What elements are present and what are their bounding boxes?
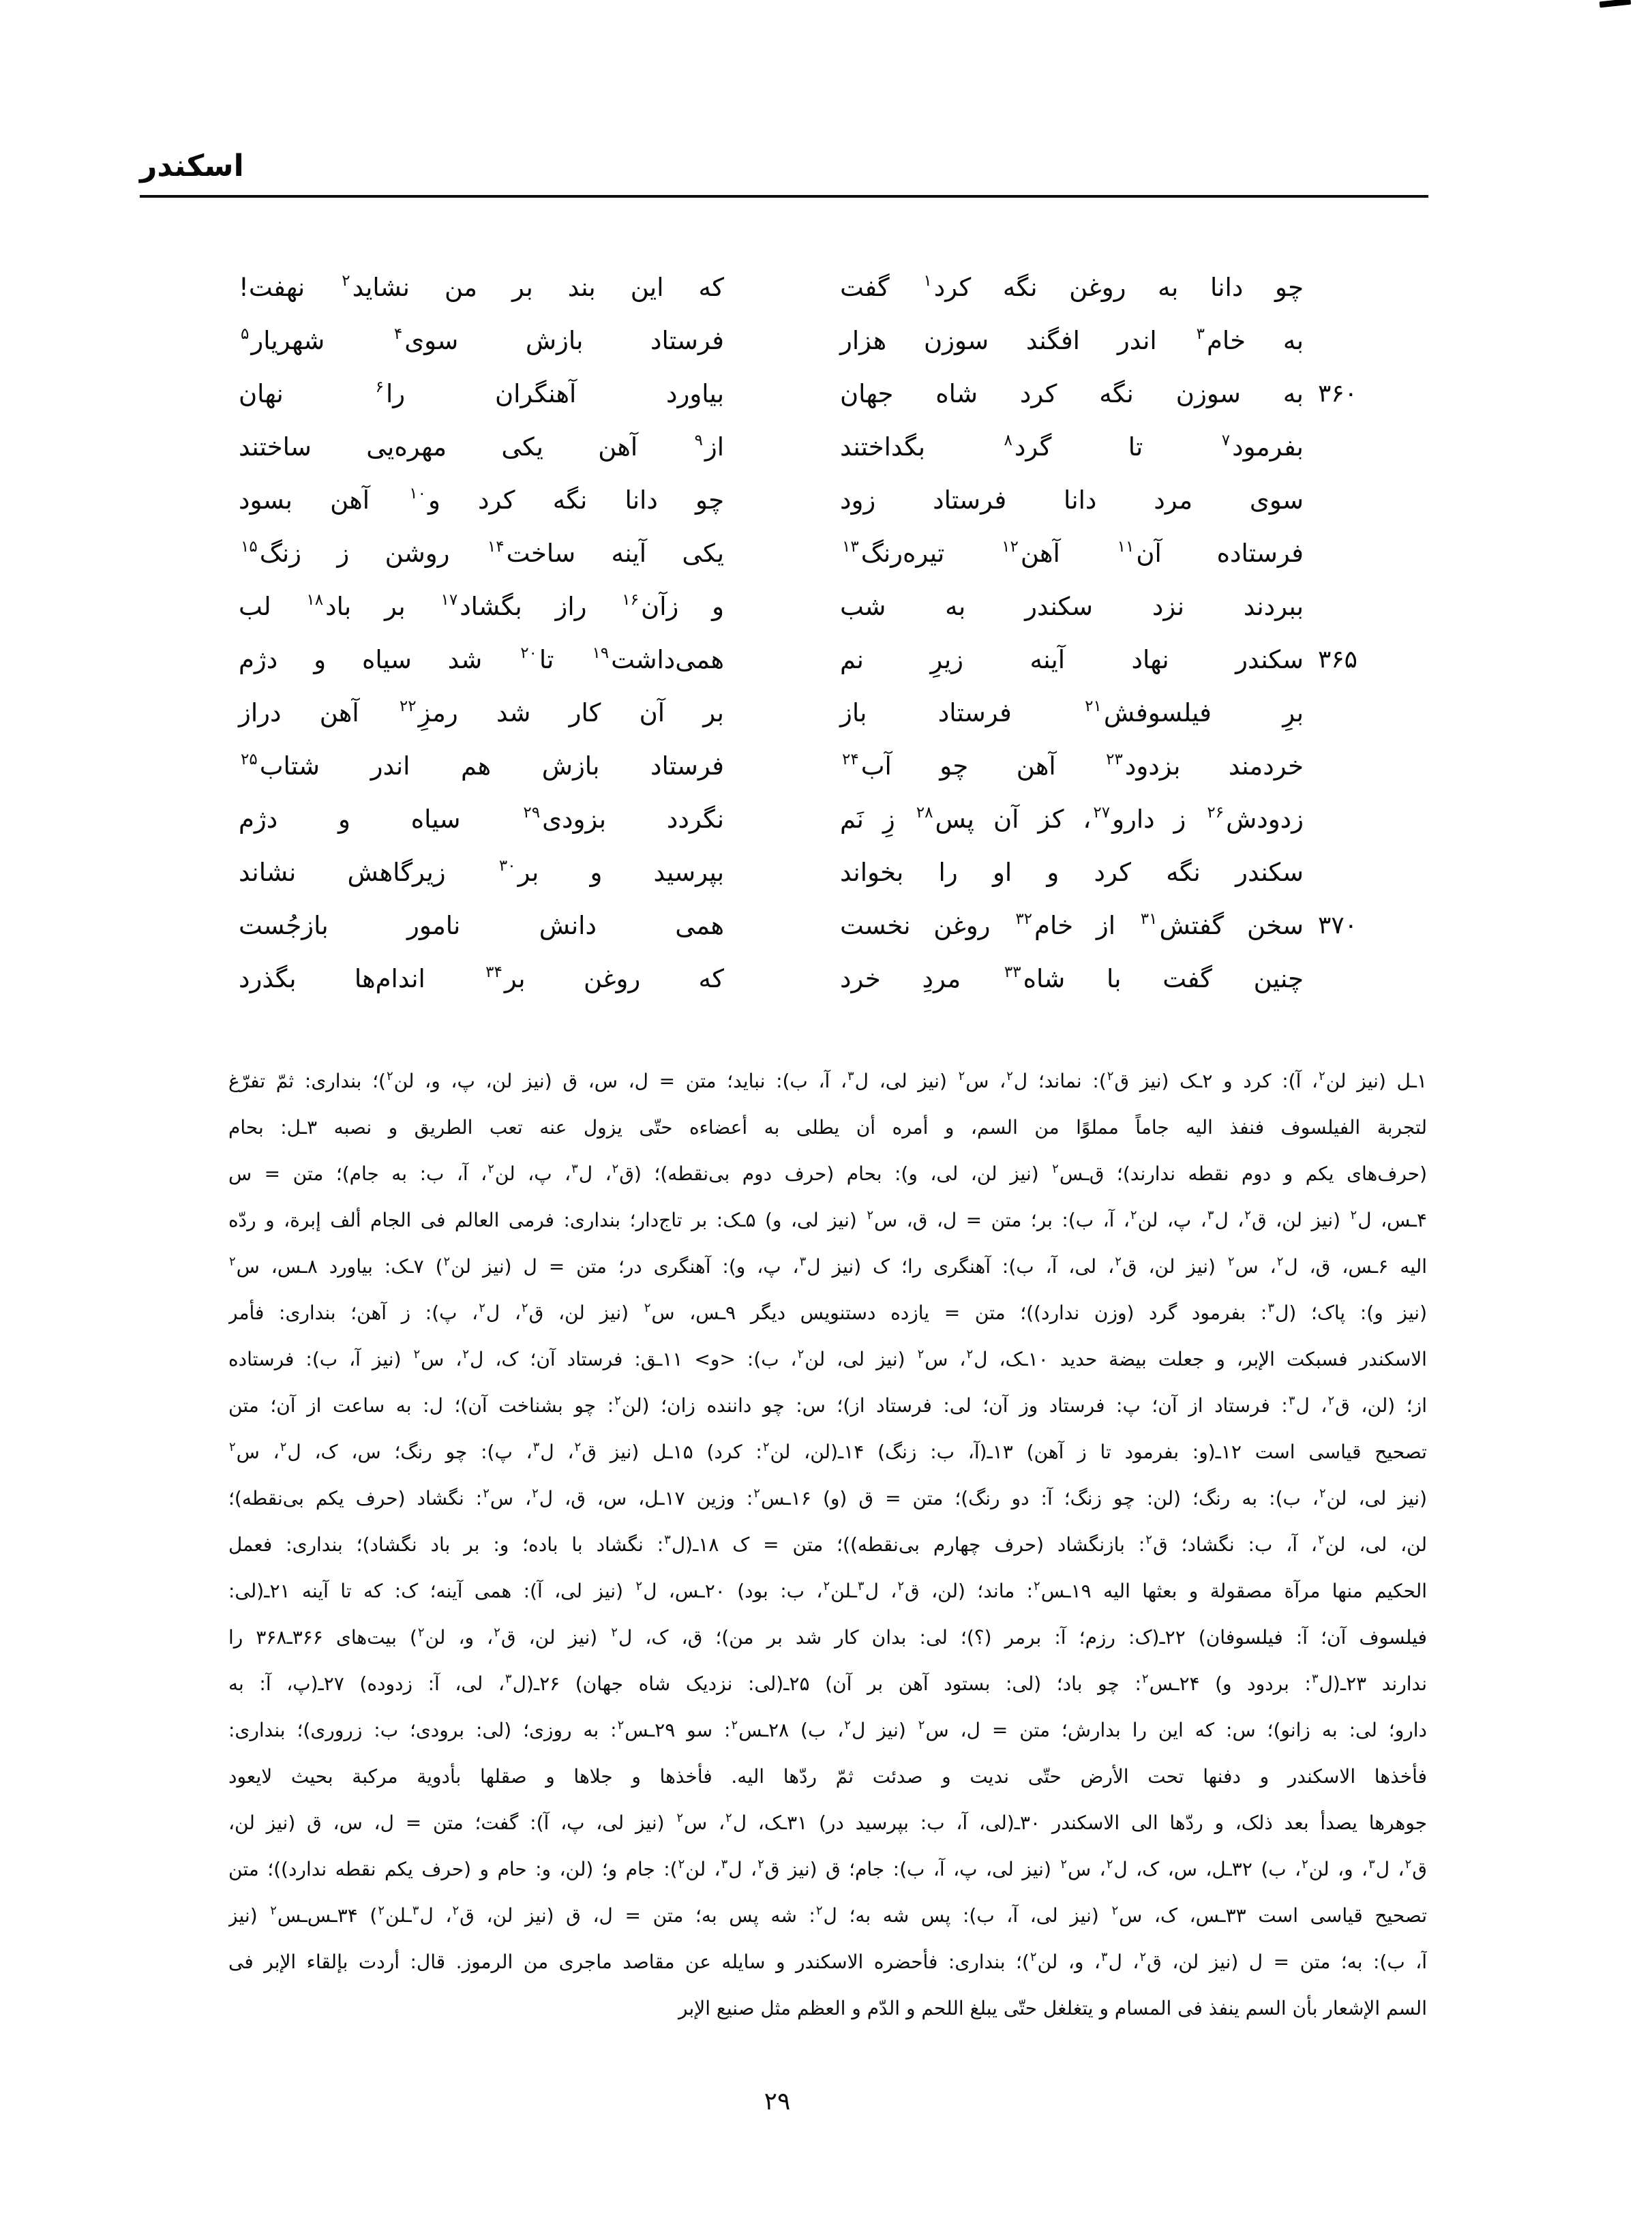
footnote-index: ۳۳	[1004, 963, 1021, 981]
footnote-index: ۲	[753, 1486, 760, 1501]
hemistich-second: و زآن$^{۱۶}$ راز بگشاد$^{۱۷}$ بر باد$^{۱۸}$ لب	[239, 590, 724, 621]
footnote-index: ۲	[1405, 1857, 1412, 1872]
apparatus-line: تصحیح قیاسی است ۱۲ـ(و: بفرمود تا ز آهن) ۱۳ـ(آ، ب: زنگ) ۱۴ـ(لن، لن$^۲$: کرد) ۱۵ـل (نیز ق$^۲$، ل$^۳$، پ): چو رنگ؛ س، ک، ل$^۲$، س$^۲$	[229, 1440, 1427, 1463]
footnote-index: ۲	[1030, 1950, 1037, 1964]
footnote-index: ۲۴	[842, 750, 859, 768]
footnote-index: ۲	[413, 1347, 421, 1362]
verse-row	[239, 526, 1372, 580]
footnote-index: ۳	[721, 1857, 728, 1872]
footnote-index: ۱۰	[409, 484, 426, 502]
footnote-index: ۲	[966, 1347, 974, 1362]
footnote-index: ۲۷	[1093, 803, 1111, 822]
footnote-index: ۲	[386, 1069, 393, 1083]
footnote-index: ۳	[1207, 1208, 1214, 1222]
footnote-index: ۲۳	[1106, 750, 1123, 768]
footnote-index: ۲	[823, 1579, 830, 1593]
verse-number: ۳۶۰	[1317, 379, 1357, 408]
footnote-index: ۲	[676, 1811, 684, 1825]
hemistich-first: چو دانا به روغن نگه کرد$^۱$ گفت	[840, 271, 1304, 302]
footnote-index: ۲	[378, 1904, 385, 1918]
footnote-index: ۲	[1244, 1208, 1251, 1222]
footnote-index: ۲	[479, 1301, 485, 1315]
footnote-index: ۱۳	[842, 537, 859, 556]
footnote-index: ۲	[958, 1069, 965, 1083]
footnote-index: ۲	[897, 1579, 905, 1593]
footnote-index: ۲	[1006, 1069, 1013, 1083]
hemistich-first: ببردند نزد سکندر به شب	[840, 591, 1304, 621]
footnote-index: ۲	[417, 1625, 425, 1640]
footnote-index: ۳	[1368, 1857, 1375, 1872]
footnote-index: ۳	[799, 1254, 807, 1269]
apparatus-line: (نیز لی، لن$^۲$، ب): به رنگ؛ (لن: چو زنگ؛ آ: دو رنگ)؛ متن = ق (و) ۱۶ـس$^۲$: وزین ۱۷ـل، س، ق، ل$^۲$، س$^۲$: نگشاد (حرف یکم بی‌نقطه)؛	[228, 1486, 1427, 1509]
verse-row	[239, 845, 1372, 899]
footnote-index: ۲	[1052, 1162, 1059, 1176]
verse-row	[239, 792, 1372, 845]
apparatus-line: فیلسوف آن؛ آ: فیلسوفان) ۲۲ـ(ک: رزم؛ آ: برمر (؟)؛ لی: بدان کار شد بر من)؛ ق، ک، ل$^۲$ (نیز لن، ق$^۲$، و، لن$^۲$) بیت‌های ۳۶۶ـ۳۶۸ را	[228, 1625, 1427, 1649]
footnote-index: ۲	[611, 1625, 618, 1640]
footnote-index: ۳	[1267, 1301, 1275, 1315]
hemistich-first: سکندر نگه کرد و او را بخواند	[840, 857, 1304, 887]
footnote-index: ۲	[270, 1904, 277, 1918]
corner-ink-smudge	[1600, 0, 1632, 7]
footnote-index: ۳	[1196, 325, 1205, 343]
footnote-index: ۲	[1034, 1579, 1040, 1593]
footnote-index: ۲	[917, 1347, 925, 1362]
apparatus-line: ندارند ۲۳ـ(ل$^۳$: بردود و) ۲۴ـس$^۲$: چو باد؛ (لی: بستود آهن بر آن) ۲۵ـ(لی: نزدیک شاه جهان) ۲۶ـ(ل$^۳$، لی، آ: زدوده) ۲۷ـ(پ، آ: به	[228, 1672, 1427, 1695]
footnote-index: ۲۱	[1085, 697, 1102, 715]
footnote-index: ۲	[1319, 1486, 1326, 1501]
footnote-index: ۲	[1111, 1904, 1119, 1918]
footnote-index: ۲	[521, 1301, 528, 1315]
apparatus-line: فأخذها الاسکندر و دفنها تحت الأرض حتّی ندیت و صدئت ثمّ ردّها الیه. فأخذها و جلاها و صقلها بأدویة مرکبة بحیث لایعود	[228, 1765, 1427, 1788]
critical-apparatus	[228, 1058, 1427, 2032]
page-number: ۲۹	[764, 2088, 791, 2116]
footnote-index: ۳	[1100, 1950, 1108, 1964]
footnote-index: ۲	[229, 1254, 236, 1269]
footnote-index: ۲	[1107, 1069, 1114, 1083]
verse-row	[239, 633, 1372, 686]
footnote-index: ۲	[462, 1347, 470, 1362]
hemistich-second: از$^۹$ آهن یکی مهره‌یی ساختند	[239, 431, 724, 462]
footnote-index: ۲	[494, 1625, 500, 1640]
hemistich-second: همی دانش نامور بازجُست	[239, 910, 724, 940]
verse-row	[239, 580, 1372, 633]
verse-row	[239, 260, 1372, 314]
footnote-index: ۴	[393, 325, 403, 343]
footnote-index: ۳۰	[498, 856, 516, 875]
hemistich-first: سخن گفتش$^{۳۱}$ از خام$^{۳۲}$ روغن نخست	[840, 910, 1304, 940]
footnote-index: ۲	[867, 1208, 873, 1222]
footnote-index: ۳	[1311, 1672, 1319, 1686]
footnote-index: ۲۹	[523, 803, 541, 822]
footnote-index: ۲۰	[520, 644, 537, 662]
footnote-index: ۲۵	[241, 750, 258, 768]
footnote-index: ۳	[505, 1672, 512, 1686]
footnote-index: ۳	[532, 1440, 540, 1454]
footnote-index: ۲	[229, 1440, 236, 1454]
footnote-index: ۱۸	[306, 590, 324, 609]
hemistich-second: که روغن بر$^{۳۴}$ اندام‌ها بگذرد	[239, 963, 724, 993]
footnote-index: ۲	[1106, 1857, 1113, 1872]
hemistich-first: برِ فیلسوفش$^{۲۱}$ فرستاد باز	[840, 697, 1304, 727]
footnote-index: ۲	[1317, 1533, 1325, 1547]
footnote-index: ۱۲	[1002, 537, 1019, 556]
footnote-index: ۲	[443, 1254, 451, 1269]
footnote-index: ۲	[612, 1162, 619, 1176]
footnote-index: ۱۶	[622, 590, 640, 609]
apparatus-line: دارو؛ لی: به زانو)؛ س: که این را بدارش؛ متن = ل، س$^۲$ (نیز ل$^۲$، ب) ۲۸ـس$^۲$: سو ۲۹ـس$^۲$: به روزی؛ (لی: برودی؛ ب: زروری)؛ بنداری:	[228, 1718, 1427, 1741]
footnote-index: ۲	[532, 1486, 539, 1501]
footnote-index: ۲	[1060, 1857, 1068, 1872]
hemistich-first: فرستاده آن$^{۱۱}$ آهن$^{۱۲}$ تیره‌رنگ$^{۱۳}$	[842, 537, 1304, 568]
footnote-index: ۲	[614, 1394, 621, 1408]
footnote-index: ۲	[1319, 1069, 1325, 1083]
footnote-index: ۲	[678, 1857, 685, 1872]
apparatus-line: (حرف‌های یکم و دوم نقطه ندارند)؛ ق‌ـس$^۲$ (نیز لن، لی، و): بحام (حرف دوم بی‌نقطه)؛ (ق$^۲$، ل$^۳$، پ، لن$^۲$، آ، ب: به جام)؛ متن = س	[228, 1162, 1427, 1185]
footnote-index: ۲۲	[399, 697, 417, 715]
apparatus-line: جوهرها یصدأ بعد ذلک، و ردّها الی الاسکندر ۳۰ـ(لی، آ، ب: بپرسید در) ۳۱ـک، ل$^۲$، س$^۲$ (نیز لی، پ، آ): گفت؛ متن = ل، س، ق (نیز لن،	[228, 1811, 1427, 1834]
footnote-index: ۳۴	[485, 963, 502, 981]
footnote-index: ۳	[847, 1069, 854, 1083]
verse-number: ۳۷۰	[1317, 911, 1357, 940]
apparatus-line: (نیز و): پاک؛ (ل$^۳$: بفرمود گرد (وزن ندارد))؛ متن = یازده دستنویس دیگر ۹ـس، س$^۲$ (نیز لن، ق$^۲$، ل$^۲$، پ): ز آهن؛ بنداری: فأمر	[228, 1301, 1427, 1324]
footnote-index: ۲	[452, 1904, 460, 1918]
header-rule	[140, 195, 1428, 198]
footnote-index: ۲	[757, 1857, 764, 1872]
apparatus-line: لتجربة الفیلسوف فنفذ الیه جاماً مملوًا من السم، و أمره أن یطلی به أعضاءه حتّی یزول عنه تعب الطریق و نصبه ۳ـل: بحام	[228, 1116, 1427, 1139]
apparatus-line: آ، ب): به؛ متن = ل (نیز لن، ق$^۲$، ل$^۳$، و، لن$^۲$)؛ بنداری: فأحضره الاسکندر و سایله عن مقاصد ماجری من الرموز. قال: أردت بإلقاء الإبر فی	[228, 1950, 1427, 1973]
apparatus-line: ۱ـل (نیز لن$^۲$، آ): کرد و ۲ـک (نیز ق$^۲$): نماند؛ ل$^۲$، س$^۲$ (نیز لی، ل$^۳$، آ، ب): نباید؛ متن = ل، س، ق (نیز لن، پ، و، لن$^۲$)؛ بنداری: ثمّ تفرّغ	[228, 1069, 1427, 1092]
hemistich-second: بپرسید و بر$^{۳۰}$ زیرگاهش نشاند	[239, 856, 724, 887]
footnote-index: ۲	[1327, 1394, 1335, 1408]
hemistich-second: بیاورد آهنگران را$^۶$ نهان	[239, 378, 725, 408]
footnote-index: ۲	[1145, 1533, 1152, 1547]
footnote-index: ۲	[797, 1347, 805, 1362]
verse-row	[239, 739, 1372, 792]
footnote-index: ۸	[1004, 431, 1012, 449]
footnote-index: ۲	[617, 1718, 625, 1732]
footnote-index: ۲	[635, 1579, 643, 1593]
footnote-index: ۲	[1130, 1208, 1137, 1222]
footnote-index: ۲	[487, 1162, 494, 1176]
verse-row	[239, 420, 1372, 473]
verse-row	[239, 899, 1372, 952]
apparatus-line: ق$^۲$، ل$^۳$، و، لن$^۲$، ب) ۳۲ـل، س، ک، ل$^۲$، س$^۲$ (نیز لی، پ، آ، ب): جام؛ ق (نیز ق$^۲$، ل$^۳$، لن$^۲$): جام و؛ (لن، و: حام و (حرف یکم نقطه ندارد))؛ متن	[228, 1857, 1427, 1880]
footnote-index: ۳	[857, 1579, 865, 1593]
hemistich-second: نگردد بزودی$^{۲۹}$ سیاه و دژم	[239, 803, 724, 834]
footnote-index: ۵	[241, 325, 250, 343]
footnote-index: ۶	[375, 378, 384, 396]
footnote-index: ۲	[574, 1440, 582, 1454]
hemistich-first: زدودش$^{۲۶}$ ز دارو$^{۲۷}$، کز آن پس$^{۲۸}$ زِ نَم	[840, 803, 1304, 834]
apparatus-line: ۴ـس، ل$^۲$ (نیز لن، ق$^۲$، ل$^۳$، پ، لن$^۲$، آ، ب): بر؛ متن = ل، ق، س$^۲$ (نیز لی، و) ۵ـک: بر تاج‌دار؛ بنداری: فرمی العالم فی الجام ألف إبرة، و ردّه	[228, 1208, 1427, 1231]
footnote-index: ۱۹	[592, 644, 610, 662]
hemistich-first: سکندر نهاد آینه زیرِ نم	[840, 644, 1304, 674]
footnote-index: ۳۲	[1015, 910, 1033, 928]
verse-row	[239, 473, 1372, 526]
footnote-index: ۳	[571, 1162, 578, 1176]
hemistich-second: بر آن کار شد رمزِ$^{۲۲}$ آهن دراز	[239, 697, 724, 727]
apparatus-line: الیه ۶ـس، ق، ل$^۲$، س$^۲$ (نیز لن، ق$^۲$، لی، آ، ب): آهنگری را؛ ک (نیز ل$^۳$، پ، و): آهنگری در؛ متن = ل (نیز لن$^۲$) ۷ـک: بیاورد ۸ـس، س$^۲$	[229, 1254, 1427, 1278]
hemistich-first: بفرمود$^۷$ تا گرد$^۸$ بگداختند	[840, 431, 1304, 462]
verse-row	[239, 314, 1372, 367]
footnote-index: ۲	[918, 1718, 925, 1732]
apparatus-line: لن، لی، لن$^۲$، آ، ب: نگشاد؛ ق$^۲$: بازنگشاد (حرف چهارم بی‌نقطه))؛ متن = ک ۱۸ـ(ل$^۳$: نگشاد با باده؛ و: بر باد نگشاد)؛ بنداری: فعمل	[228, 1533, 1427, 1556]
footnote-index: ۲	[1350, 1208, 1357, 1222]
footnote-index: ۲۸	[916, 803, 933, 822]
apparatus-line: الاسکندر فسبکت الإبر، و جعلت بیضة حدید ۱۰ـک، ل$^۲$، س$^۲$ (نیز لی، لن$^۲$، ب): <و> ۱۱ـق: فرستاد آن؛ ک، ل$^۲$، س$^۲$ (نیز آ، ب): فرستاده	[228, 1347, 1427, 1370]
footnote-index: ۲	[762, 1440, 770, 1454]
hemistich-first: خردمند بزدود$^{۲۳}$ آهن چو آب$^{۲۴}$	[842, 750, 1304, 781]
footnote-index: ۲	[1302, 1857, 1308, 1872]
running-header: اسکندر	[140, 149, 244, 183]
hemistich-second: چو دانا نگه کرد و$^{۱۰}$ آهن بسود	[239, 484, 724, 515]
footnote-index: ۲	[1141, 1672, 1149, 1686]
hemistich-second: فرستاد بازش هم اندر شتاب$^{۲۵}$	[241, 750, 724, 781]
footnote-index: ۲	[342, 271, 350, 290]
verse-number: ۳۶۵	[1317, 645, 1357, 674]
apparatus-line: تصحیح قیاسی است ۳۳ـس، ک، س$^۲$ (نیز لی، آ، ب): پس شه به؛ ل$^۲$: شه پس به؛ متن = ل، ق (نیز لن، ق$^۲$، ل$^۳$ـلن$^۲$) ۳۴ـس‌ـس$^۲$ (نیز	[228, 1904, 1427, 1927]
verse-row	[239, 952, 1372, 1005]
hemistich-first: به سوزن نگه کرد شاه جهان	[840, 378, 1304, 408]
footnote-index: ۲	[483, 1486, 490, 1501]
footnote-index: ۲	[731, 1718, 738, 1732]
poem-verses	[239, 260, 1372, 1005]
footnote-index: ۱۷	[440, 590, 458, 609]
footnote-index: ۱۱	[1117, 537, 1135, 556]
footnote-index: ۲	[1276, 1254, 1284, 1269]
hemistich-second: یکی آینه ساخت$^{۱۴}$ روشن ز زنگ$^{۱۵}$	[241, 537, 725, 568]
footnote-index: ۲	[725, 1811, 732, 1825]
footnote-index: ۳	[664, 1533, 671, 1547]
verse-row	[239, 686, 1372, 739]
footnote-index: ۲	[1115, 1254, 1122, 1269]
footnote-index: ۲	[280, 1440, 287, 1454]
footnote-index: ۳	[412, 1904, 419, 1918]
hemistich-second: همی‌داشت$^{۱۹}$ تا$^{۲۰}$ شد سیاه و دژم	[239, 644, 724, 674]
hemistich-second: فرستاد بازش سوی$^۴$ شهریار$^۵$	[241, 325, 724, 355]
hemistich-first: چنین گفت با شاه$^{۳۳}$ مردِ خرد	[840, 963, 1304, 993]
footnote-index: ۳۱	[1140, 910, 1158, 928]
hemistich-first: به خام$^۳$ اندر افگند سوزن هزار	[840, 325, 1304, 355]
hemistich-second: که این بند بر من نشاید$^۲$ نهفت!	[239, 271, 724, 302]
apparatus-line: السم الإشعار بأن السم ینفذ فی المسام و یتغلغل حتّی یبلغ اللحم و الدّم و العظم مثل صنیع الإبر	[678, 1997, 1427, 2019]
footnote-index: ۱۵	[241, 537, 258, 556]
footnote-index: ۱۴	[487, 537, 505, 556]
footnote-index: ۲	[815, 1904, 823, 1918]
footnote-index: ۲	[844, 1718, 851, 1732]
footnote-index: ۲۶	[1207, 803, 1225, 822]
verse-row	[239, 367, 1372, 420]
footnote-index: ۲	[1227, 1254, 1235, 1269]
footnote-index: ۷	[1221, 431, 1231, 449]
hemistich-first: سوی مرد دانا فرستاد زود	[840, 485, 1304, 515]
footnote-index: ۲	[1139, 1950, 1147, 1964]
footnote-index: ۹	[694, 431, 703, 449]
footnote-index: ۲	[644, 1301, 651, 1315]
apparatus-line: از؛ (لن، ق$^۲$، ل$^۳$: فرستاد از آن؛ پ: فرستاد وز آن؛ لی: فرستاد از)؛ س: چو داننده زان؛ (لن$^۲$: چو بشناخت آن)؛ ل: به ساعت از آن؛ متن	[228, 1394, 1427, 1417]
footnote-index: ۱	[923, 271, 932, 290]
apparatus-line: الحکیم منها مرآة مصقولة و بعثها الیه ۱۹ـس$^۲$: ماند؛ (لن، ق$^۲$، ل$^۳$ـلن$^۲$، ب: بود) ۲۰ـس، ل$^۲$ (نیز لی، آ): همی آینه؛ ک: که تا آینه ۲۱ـ(لی:	[228, 1579, 1427, 1602]
footnote-index: ۳	[1288, 1394, 1295, 1408]
